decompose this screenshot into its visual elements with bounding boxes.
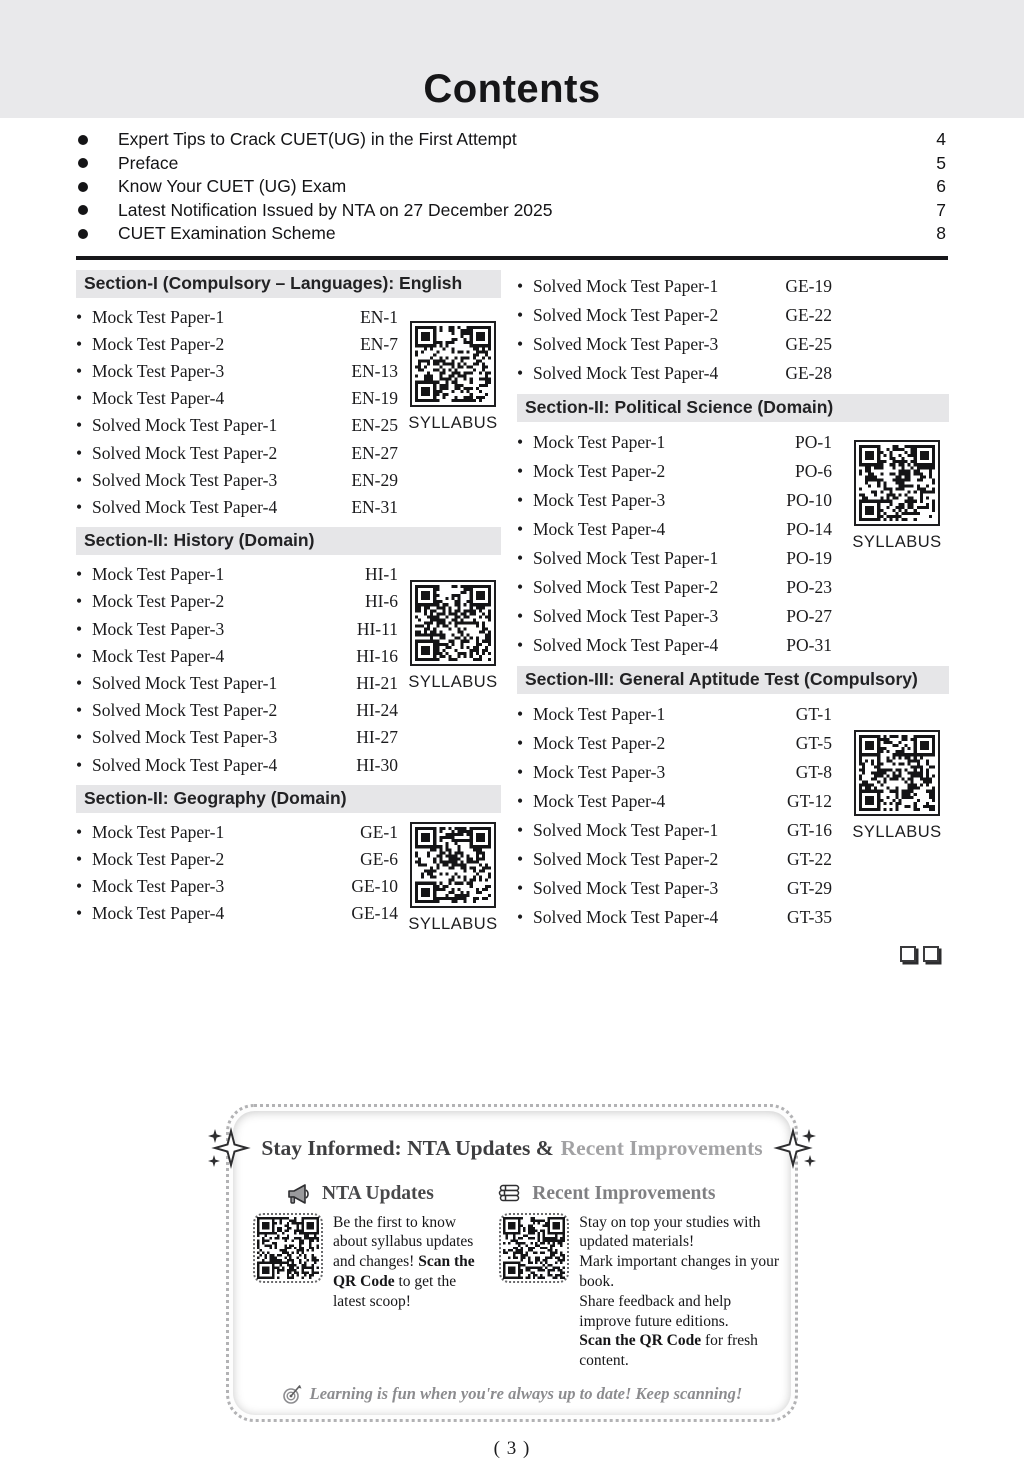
ri-text-bold: Scan the QR Code bbox=[579, 1332, 702, 1350]
toc-row-page-code: GE-19 bbox=[785, 275, 832, 296]
toc-row bbox=[76, 900, 398, 927]
qr-code bbox=[415, 827, 491, 903]
front-matter-label: CUET Examination Scheme bbox=[118, 223, 336, 244]
toc-row-label: • Solved Mock Test Paper-4 bbox=[533, 362, 719, 383]
nta-updates-body bbox=[253, 1213, 491, 1312]
nta-updates-qr-code bbox=[253, 1213, 323, 1283]
toc-row-page-code: PO-31 bbox=[786, 634, 832, 655]
toc-columns bbox=[76, 270, 949, 962]
front-matter-row bbox=[78, 199, 946, 223]
front-matter-row bbox=[78, 175, 946, 199]
toc-row-page-code: GE-25 bbox=[785, 333, 832, 354]
toc-row bbox=[76, 358, 398, 385]
sparkle-icon bbox=[207, 1127, 249, 1171]
front-matter-row bbox=[78, 152, 946, 176]
qr-frame bbox=[410, 321, 496, 407]
toc-row-label: • Solved Mock Test Paper-3 bbox=[92, 469, 278, 490]
toc-row-label: • Mock Test Paper-4 bbox=[92, 645, 225, 666]
recent-improvements-heading: Recent Improvements bbox=[532, 1182, 716, 1204]
toc-row-label: • Mock Test Paper-4 bbox=[92, 903, 225, 924]
toc-row bbox=[76, 467, 398, 494]
qr-frame bbox=[854, 440, 940, 526]
toc-right-column bbox=[517, 270, 949, 962]
footer-note: Learning is fun when you're always up to date! Keep scanning! bbox=[309, 1384, 743, 1404]
section-rows bbox=[76, 561, 398, 779]
toc-row bbox=[76, 752, 398, 779]
toc-row-label: • Solved Mock Test Paper-1 bbox=[533, 275, 719, 296]
toc-row bbox=[517, 486, 832, 515]
qr-code bbox=[415, 585, 491, 661]
toc-row bbox=[517, 816, 832, 845]
section-rows bbox=[76, 819, 398, 928]
toc-row bbox=[517, 544, 832, 573]
front-matter-page: 4 bbox=[936, 129, 946, 150]
toc-row-page-code: GT-29 bbox=[786, 877, 832, 898]
toc-row-label: • Mock Test Paper-4 bbox=[533, 790, 666, 811]
front-matter-page: 6 bbox=[936, 176, 946, 197]
front-matter-label: Preface bbox=[118, 152, 179, 173]
toc-row-label: • Mock Test Paper-3 bbox=[533, 761, 666, 782]
toc-row-label: • Mock Test Paper-2 bbox=[533, 732, 666, 753]
sparkle-icon bbox=[775, 1127, 817, 1171]
toc-left-column bbox=[76, 270, 501, 933]
toc-row-page-code: GT-12 bbox=[786, 790, 832, 811]
syllabus-qr-history bbox=[407, 580, 499, 692]
page-number: ( 3 ) bbox=[493, 1438, 531, 1460]
qr-frame bbox=[410, 822, 496, 908]
toc-row-page-code: GT-35 bbox=[786, 906, 832, 927]
recent-improvements-qr-code bbox=[499, 1213, 569, 1283]
stay-informed-box bbox=[226, 1104, 798, 1423]
toc-row bbox=[517, 457, 832, 486]
toc-row-page-code: GT-22 bbox=[786, 848, 832, 869]
toc-row bbox=[76, 724, 398, 751]
front-matter-row bbox=[78, 128, 946, 152]
megaphone-icon bbox=[287, 1183, 313, 1205]
toc-row bbox=[76, 616, 398, 643]
toc-row-label: • Mock Test Paper-2 bbox=[92, 848, 225, 869]
toc-row-label: • Mock Test Paper-4 bbox=[92, 388, 225, 409]
toc-row-label: • Mock Test Paper-2 bbox=[92, 333, 225, 354]
toc-row bbox=[517, 845, 832, 874]
toc-row-page-code: EN-31 bbox=[351, 496, 398, 517]
toc-row-label: • Solved Mock Test Paper-1 bbox=[533, 547, 719, 568]
toc-row-label: • Solved Mock Test Paper-2 bbox=[92, 442, 278, 463]
toc-row-page-code: HI-1 bbox=[364, 564, 398, 585]
section-geography bbox=[76, 785, 501, 933]
recent-improvements-column bbox=[499, 1183, 779, 1372]
front-matter-row bbox=[78, 222, 946, 246]
section-rows bbox=[76, 304, 398, 522]
stay-informed-inner bbox=[233, 1111, 791, 1416]
nta-text-post: to get the latest scoop! bbox=[333, 1272, 457, 1310]
toc-row bbox=[517, 787, 832, 816]
toc-row-page-code: EN-7 bbox=[360, 333, 398, 354]
front-matter-label: Latest Notification Issued by NTA on 27 December 2025 bbox=[118, 199, 553, 220]
toc-row-page-code: HI-16 bbox=[356, 645, 398, 666]
front-matter-label: Expert Tips to Crack CUET(UG) in the First Attempt bbox=[118, 129, 517, 150]
toc-row-label: • Solved Mock Test Paper-4 bbox=[92, 496, 278, 517]
qr-label: SYLLABUS bbox=[852, 822, 942, 841]
bullet-icon bbox=[78, 229, 88, 239]
toc-row bbox=[517, 272, 832, 301]
toc-row-label: • Solved Mock Test Paper-2 bbox=[533, 304, 719, 325]
target-icon bbox=[282, 1383, 304, 1405]
toc-row bbox=[76, 846, 398, 873]
toc-row-label: • Solved Mock Test Paper-4 bbox=[533, 634, 719, 655]
toc-row bbox=[76, 588, 398, 615]
qr-code bbox=[859, 735, 935, 811]
section-header-english: Section-I (Compulsory – Languages): English bbox=[76, 270, 501, 298]
title-dark-part: Stay Informed: NTA Updates & bbox=[261, 1136, 554, 1160]
toc-row-label: • Mock Test Paper-3 bbox=[533, 489, 666, 510]
section-header-general-aptitude: Section-III: General Aptitude Test (Compulsory) bbox=[517, 666, 949, 694]
recent-improvements-lines bbox=[579, 1213, 779, 1332]
toc-row-label: • Solved Mock Test Paper-1 bbox=[533, 819, 719, 840]
toc-row bbox=[76, 494, 398, 521]
qr-label: SYLLABUS bbox=[408, 413, 498, 432]
toc-row bbox=[517, 515, 832, 544]
toc-row bbox=[76, 385, 398, 412]
toc-row-label: • Solved Mock Test Paper-4 bbox=[92, 754, 278, 775]
toc-row-label: • Solved Mock Test Paper-1 bbox=[92, 415, 278, 436]
toc-row-page-code: EN-13 bbox=[351, 360, 398, 381]
toc-row-label: • Mock Test Paper-1 bbox=[92, 821, 225, 842]
toc-row-page-code: PO-19 bbox=[786, 547, 832, 568]
bullet-icon bbox=[78, 182, 88, 192]
qr-label: SYLLABUS bbox=[852, 532, 942, 551]
toc-row bbox=[517, 874, 832, 903]
stay-informed-title bbox=[261, 1136, 762, 1161]
section-rows bbox=[517, 272, 832, 388]
front-matter-page: 7 bbox=[936, 199, 946, 220]
toc-row-page-code: GT-1 bbox=[795, 703, 832, 724]
toc-row-page-code: PO-10 bbox=[786, 489, 832, 510]
toc-row bbox=[517, 758, 832, 787]
section-rows bbox=[517, 700, 832, 932]
toc-row-page-code: EN-29 bbox=[351, 469, 398, 490]
toc-row-label: • Solved Mock Test Paper-3 bbox=[533, 605, 719, 626]
recent-improvements-heading-row bbox=[499, 1183, 779, 1205]
toc-row-page-code: HI-21 bbox=[356, 672, 398, 693]
toc-row-page-code: PO-27 bbox=[786, 605, 832, 626]
stay-informed-columns bbox=[253, 1182, 779, 1372]
nta-text-pre: Be the first to know about syllabus updates and changes! bbox=[333, 1213, 474, 1271]
qr-code bbox=[859, 445, 935, 521]
toc-row bbox=[517, 359, 832, 388]
toc-row-label: • Mock Test Paper-1 bbox=[533, 431, 666, 452]
toc-row-page-code: PO-6 bbox=[795, 460, 832, 481]
end-marker-square-icon bbox=[900, 946, 916, 962]
qr-frame bbox=[410, 580, 496, 666]
syllabus-qr-geography bbox=[407, 822, 499, 934]
qr-label: SYLLABUS bbox=[408, 914, 498, 933]
section-political-science bbox=[517, 394, 949, 660]
recent-improvements-text bbox=[579, 1213, 779, 1372]
toc-row bbox=[76, 819, 398, 846]
toc-row-label: • Mock Test Paper-4 bbox=[533, 518, 666, 539]
toc-row-label: • Mock Test Paper-2 bbox=[533, 460, 666, 481]
section-header-geography: Section-II: Geography (Domain) bbox=[76, 785, 501, 813]
toc-row bbox=[517, 301, 832, 330]
bullet-icon bbox=[78, 205, 88, 215]
toc-row-label: • Solved Mock Test Paper-1 bbox=[92, 672, 278, 693]
toc-row-label: • Solved Mock Test Paper-2 bbox=[92, 700, 278, 721]
qr-frame bbox=[854, 730, 940, 816]
toc-row-label: • Mock Test Paper-2 bbox=[92, 591, 225, 612]
title-light-part: Recent Improvements bbox=[560, 1136, 763, 1160]
toc-row-page-code: HI-24 bbox=[356, 700, 398, 721]
nta-updates-column bbox=[253, 1183, 491, 1372]
toc-row-label: • Mock Test Paper-1 bbox=[92, 564, 225, 585]
toc-row bbox=[76, 643, 398, 670]
toc-row-page-code: GE-22 bbox=[785, 304, 832, 325]
section-header-history: Section-II: History (Domain) bbox=[76, 527, 501, 555]
toc-row-label: • Mock Test Paper-3 bbox=[92, 618, 225, 639]
bullet-icon bbox=[78, 135, 88, 145]
nta-updates-text bbox=[333, 1213, 491, 1312]
recent-improvements-line: Share feedback and help improve future editions. bbox=[579, 1292, 732, 1330]
toc-row bbox=[76, 670, 398, 697]
syllabus-qr-political-science bbox=[851, 440, 943, 552]
section-history bbox=[76, 527, 501, 779]
toc-row-page-code: HI-27 bbox=[356, 727, 398, 748]
toc-row bbox=[76, 697, 398, 724]
toc-row bbox=[517, 428, 832, 457]
syllabus-qr-general-aptitude bbox=[851, 730, 943, 842]
toc-row-page-code: GE-1 bbox=[360, 821, 398, 842]
nta-updates-heading: NTA Updates bbox=[322, 1182, 434, 1204]
toc-row-page-code: HI-11 bbox=[356, 618, 398, 639]
toc-row-label: • Solved Mock Test Paper-4 bbox=[533, 906, 719, 927]
ri-text-rest: for fresh content. bbox=[579, 1332, 758, 1370]
recent-improvements-line: Mark important changes in your book. bbox=[579, 1253, 779, 1290]
toc-row bbox=[76, 440, 398, 467]
toc-row bbox=[517, 602, 832, 631]
nta-updates-heading-row bbox=[287, 1183, 491, 1205]
toc-row-page-code: GE-6 bbox=[360, 848, 398, 869]
toc-row-label: • Solved Mock Test Paper-3 bbox=[533, 333, 719, 354]
syllabus-qr-english bbox=[407, 321, 499, 433]
end-marker-squares bbox=[517, 946, 939, 962]
recent-improvements-body bbox=[499, 1213, 779, 1372]
toc-row-page-code: PO-23 bbox=[786, 576, 832, 597]
toc-row bbox=[517, 573, 832, 602]
recent-improvements-line: Stay on top your studies with updated materials! bbox=[579, 1213, 761, 1251]
toc-row bbox=[517, 903, 832, 932]
toc-row bbox=[76, 873, 398, 900]
toc-row-page-code: EN-19 bbox=[351, 388, 398, 409]
qr-code bbox=[415, 326, 491, 402]
front-matter-page: 8 bbox=[936, 223, 946, 244]
books-icon bbox=[499, 1183, 523, 1205]
toc-row-page-code: PO-1 bbox=[795, 431, 832, 452]
page-title: Contents bbox=[423, 67, 601, 111]
toc-row-page-code: EN-1 bbox=[360, 306, 398, 327]
toc-row-page-code: HI-30 bbox=[356, 754, 398, 775]
toc-row bbox=[517, 330, 832, 359]
toc-row-page-code: EN-25 bbox=[351, 415, 398, 436]
page-header bbox=[0, 0, 1024, 118]
toc-row-page-code: GT-5 bbox=[795, 732, 832, 753]
toc-row-label: • Solved Mock Test Paper-3 bbox=[92, 727, 278, 748]
toc-row bbox=[76, 412, 398, 439]
toc-row-page-code: EN-27 bbox=[351, 442, 398, 463]
toc-row-page-code: GT-16 bbox=[786, 819, 832, 840]
nta-text-bold: Scan the QR Code bbox=[333, 1253, 475, 1290]
toc-row bbox=[76, 561, 398, 588]
toc-row-label: • Mock Test Paper-3 bbox=[92, 876, 225, 897]
toc-row-label: • Solved Mock Test Paper-2 bbox=[533, 848, 719, 869]
bullet-icon bbox=[78, 158, 88, 168]
toc-row bbox=[517, 631, 832, 660]
front-matter-page: 5 bbox=[936, 152, 946, 173]
toc-row-label: • Solved Mock Test Paper-2 bbox=[533, 576, 719, 597]
toc-row-label: • Solved Mock Test Paper-3 bbox=[533, 877, 719, 898]
front-matter-list bbox=[78, 128, 946, 246]
stay-informed-footer bbox=[253, 1383, 771, 1405]
toc-row-page-code: HI-6 bbox=[364, 591, 398, 612]
toc-row bbox=[517, 729, 832, 758]
toc-row-label: • Mock Test Paper-1 bbox=[533, 703, 666, 724]
section-general-aptitude bbox=[517, 666, 949, 962]
toc-row-page-code: GT-8 bbox=[795, 761, 832, 782]
section-header-political-science: Section-II: Political Science (Domain) bbox=[517, 394, 949, 422]
end-marker-square-icon bbox=[923, 946, 939, 962]
section-geography-continued bbox=[517, 272, 949, 388]
divider-rule bbox=[76, 256, 948, 260]
section-english bbox=[76, 270, 501, 522]
toc-row-label: • Mock Test Paper-1 bbox=[92, 306, 225, 327]
toc-row bbox=[76, 304, 398, 331]
toc-row-label: • Mock Test Paper-3 bbox=[92, 360, 225, 381]
toc-row-page-code: GE-14 bbox=[351, 903, 398, 924]
toc-row-page-code: GE-28 bbox=[785, 362, 832, 383]
toc-row-page-code: PO-14 bbox=[786, 518, 832, 539]
qr-label: SYLLABUS bbox=[408, 673, 498, 692]
toc-row bbox=[76, 331, 398, 358]
front-matter-label: Know Your CUET (UG) Exam bbox=[118, 176, 347, 197]
toc-row-page-code: GE-10 bbox=[351, 876, 398, 897]
toc-row bbox=[517, 700, 832, 729]
section-rows bbox=[517, 428, 832, 660]
stay-informed-title-row bbox=[253, 1127, 771, 1171]
